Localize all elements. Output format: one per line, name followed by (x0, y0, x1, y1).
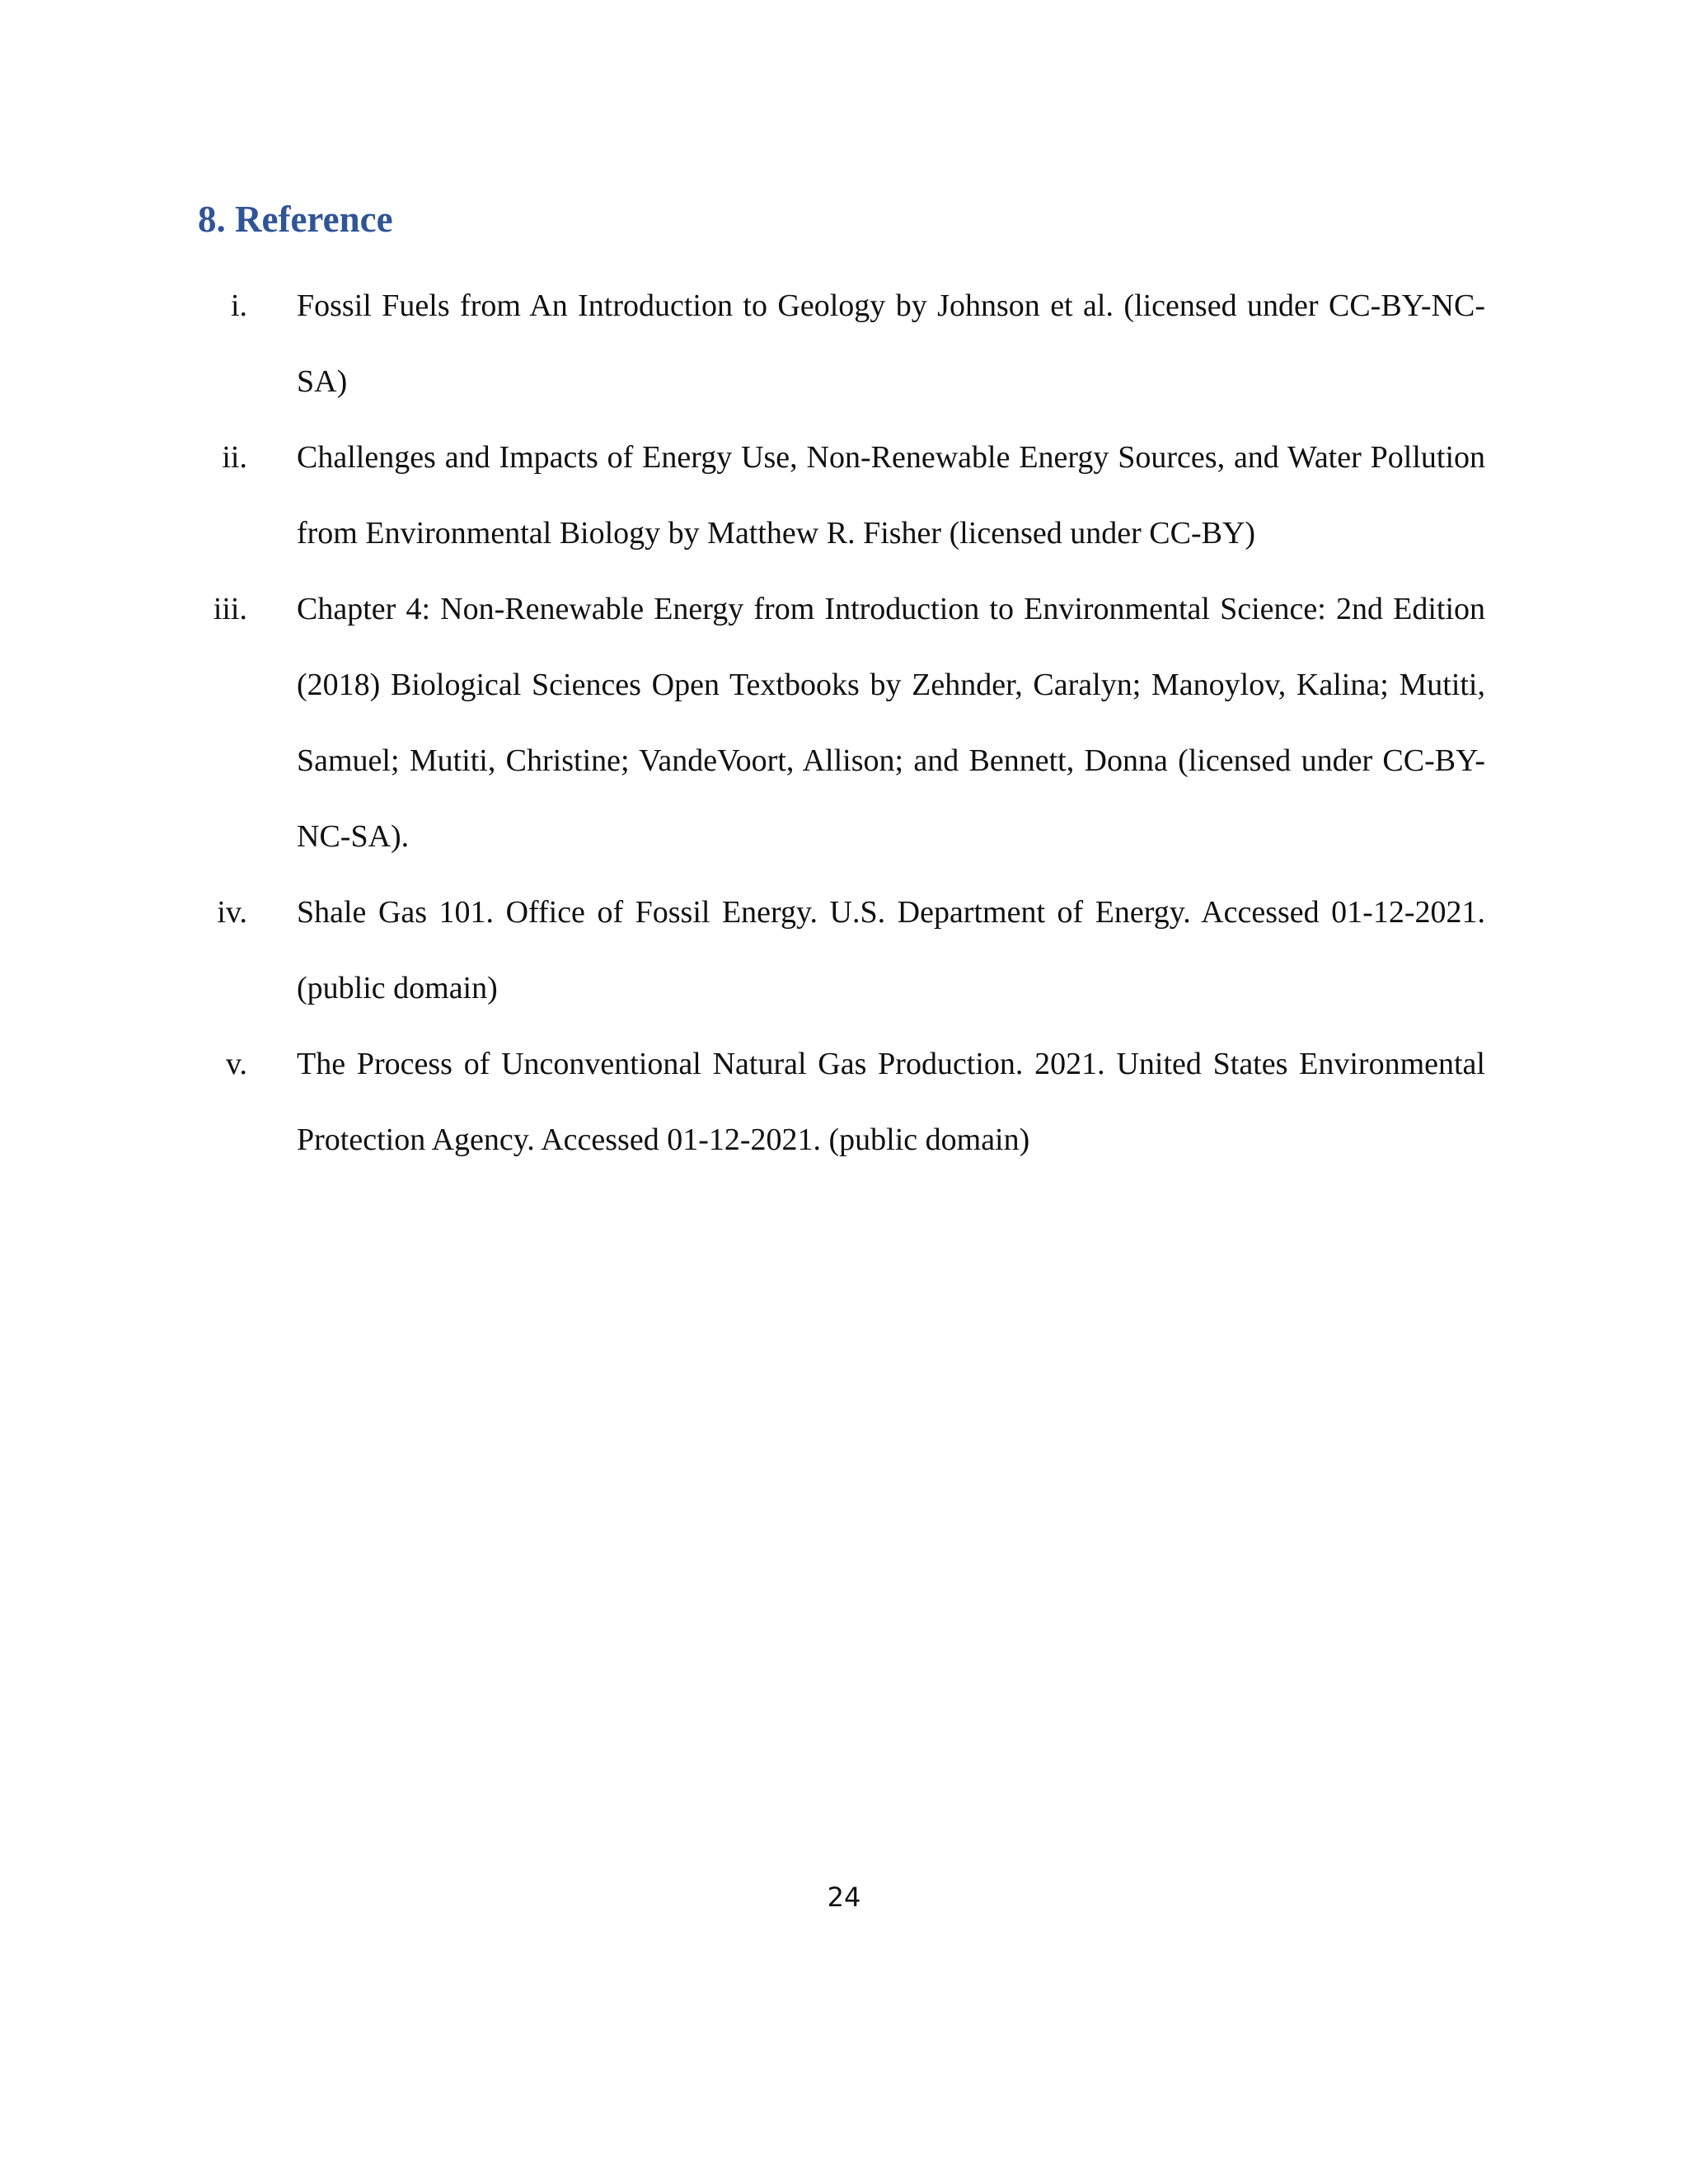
reference-item (198, 268, 1485, 419)
reference-number: iv. (217, 895, 247, 930)
section-heading: 8. Reference (198, 199, 393, 240)
reference-item (198, 1026, 1485, 1178)
reference-text: The Process of Unconventional Natural Gas Production. 2021. United States Environmental Protection Agency. Accessed 01-12-2021. (public domain) (297, 1047, 1485, 1157)
reference-text: Chapter 4: Non-Renewable Energy from Introduction to Environmental Science: 2nd Edition (2018) Biological Sciences Open Textbooks by Zehnder, Caralyn; Manoylov, Kalina; Mutiti, Samuel; Mutiti, Christine; VandeVoort, Allison; and Bennett, Donna (licensed under CC-BY-NC-SA). (297, 592, 1485, 854)
reference-number: i. (230, 288, 247, 323)
reference-item (198, 419, 1485, 571)
reference-number: ii. (222, 440, 247, 475)
page-number: 24 (827, 1882, 861, 1913)
reference-item (198, 571, 1485, 874)
reference-list (198, 268, 1485, 1178)
reference-text: Challenges and Impacts of Energy Use, Non-Renewable Energy Sources, and Water Pollution from Environmental Biology by Matthew R. Fisher (licensed under CC-BY) (297, 440, 1485, 551)
reference-text: Fossil Fuels from An Introduction to Geology by Johnson et al. (licensed under CC-BY-NC-SA) (297, 288, 1485, 399)
reference-text: Shale Gas 101. Office of Fossil Energy. U.S. Department of Energy. Accessed 01-12-2021. (public domain) (297, 895, 1485, 1005)
reference-item (198, 874, 1485, 1026)
reference-number: v. (225, 1047, 247, 1081)
reference-number: iii. (213, 592, 247, 626)
